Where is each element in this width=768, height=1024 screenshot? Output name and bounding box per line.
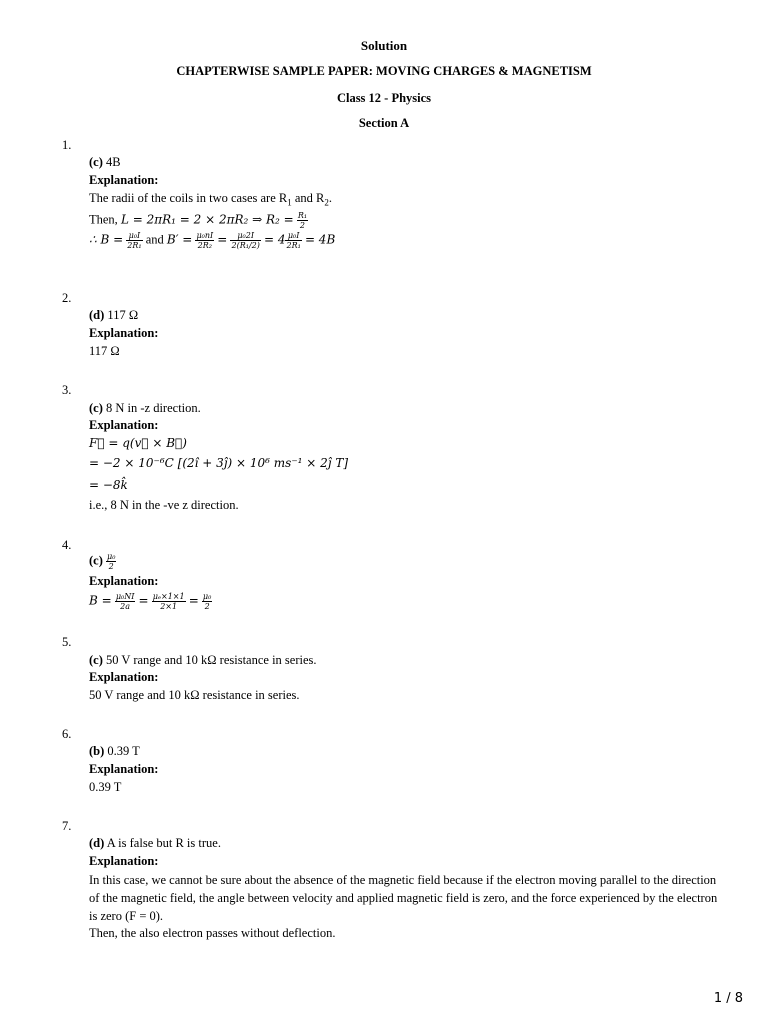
equation: B′ = (166, 232, 193, 247)
question-1-equation-2 (89, 231, 335, 250)
fraction: $\frac{\text{μₑ×1×1}}{2\times 1}$ (152, 592, 185, 611)
question-7-explanation-label: Explanation: (89, 854, 159, 868)
question-3-equation-1: F⃗ = q(v⃗ × B⃗) (89, 436, 187, 450)
text: and (145, 232, 164, 247)
question-2-answer (89, 308, 138, 323)
question-6-explanation-label: Explanation: (89, 762, 159, 776)
fraction: $\frac{\text{R₁}}{2}$ (297, 211, 308, 230)
solution-heading: Solution (360, 38, 408, 53)
question-1-equation-1 (89, 211, 308, 230)
question-4-answer (89, 552, 116, 571)
question-6-number: 6. (62, 727, 72, 741)
equation: = 4 (263, 232, 286, 247)
question-3-explanation-label: Explanation: (89, 418, 159, 432)
question-3-explanation: i.e., 8 N in the -ve z direction. (89, 498, 239, 512)
question-2-number: 2. (62, 291, 72, 305)
equation: = (217, 232, 228, 247)
answer-text: 50 V range and 10 kΩ resistance in series. (106, 653, 317, 667)
question-1-number: 1. (62, 138, 72, 152)
answer-option: (c) (89, 155, 103, 169)
equation: = (188, 593, 199, 608)
subscript: 1 (287, 197, 292, 208)
question-6-answer (89, 744, 140, 759)
class-subject: Class 12 - Physics (336, 91, 432, 105)
answer-option: (c) (89, 653, 103, 667)
fraction: $\frac{\text{μ₀I}}{\text{2R₁}}$ (127, 231, 142, 250)
equation: = 4B (304, 232, 336, 247)
question-5-answer (89, 653, 317, 668)
answer-text: 117 Ω (107, 308, 139, 322)
fraction: $\frac{\text{μ₀2I}}{\text{2(R₁/2)}}$ (231, 231, 260, 250)
text: The radii of the coils in two cases are R (89, 191, 288, 205)
question-4-explanation-label: Explanation: (89, 574, 159, 588)
question-1-answer (89, 155, 121, 170)
answer-text: A is false but R is true. (106, 836, 221, 850)
question-3-answer (89, 401, 201, 416)
question-7-explanation: In this case, we cannot be sure about the absence of the magnetic field because if the electron moving parallel to the direction of the magnetic field, the angle between velocity and applied magnetic field is zero, and the force experienced by the electron is zero (F = 0). (89, 873, 718, 923)
answer-option: (d) (89, 308, 105, 322)
equation: ∴ B = (89, 232, 124, 247)
question-7-answer (89, 836, 221, 851)
question-3-equation-2: = −2 × 10⁻⁶C [(2î + 3ĵ) × 10⁶ ms⁻¹ × 2ĵ T] (89, 456, 349, 470)
section-heading: Section A (358, 116, 410, 130)
answer-fraction: $\frac{\text{μ₀}}{2}$ (107, 552, 116, 571)
answer-text: 4B (106, 155, 121, 169)
question-4-equation (89, 592, 212, 611)
question-5-explanation-label: Explanation: (89, 670, 159, 684)
text: and R (291, 191, 325, 205)
question-2-explanation: 117 Ω (89, 344, 120, 358)
text: Then, (89, 212, 118, 227)
question-7-number: 7. (62, 819, 72, 833)
answer-text: 8 N in -z direction. (106, 401, 201, 415)
fraction: $\frac{\text{μ₀I}}{\text{2R₁}}$ (286, 231, 301, 250)
question-4-number: 4. (62, 538, 72, 552)
text: . (328, 191, 332, 205)
question-5-number: 5. (62, 635, 72, 649)
question-6-explanation: 0.39 T (89, 780, 122, 794)
subscript: 2 (324, 197, 329, 208)
fraction: $\frac{\text{μ₀nI}}{\text{2R₂}}$ (196, 231, 214, 250)
question-1-explanation-label: Explanation: (89, 173, 159, 187)
paper-title: CHAPTERWISE SAMPLE PAPER: MOVING CHARGES & MAGNETISM (176, 64, 592, 78)
answer-option: (b) (89, 744, 105, 758)
equation: B = (89, 593, 112, 608)
answer-option: (d) (89, 836, 105, 850)
answer-text: 0.39 T (107, 744, 140, 758)
question-2-explanation-label: Explanation: (89, 326, 159, 340)
answer-option: (c) (89, 401, 103, 415)
question-3-number: 3. (62, 383, 72, 397)
page-number: 1 / 8 (713, 991, 743, 1006)
question-5-explanation: 50 V range and 10 kΩ resistance in series. (89, 688, 300, 702)
equation: L = 2πR₁ = 2 × 2πR₂ ⇒ R₂ = (120, 212, 294, 227)
fraction: $\frac{\text{μ₀}}{2}$ (202, 592, 212, 611)
fraction: $\frac{\text{μ₀NI}}{2a}$ (115, 592, 135, 611)
question-3-equation-3: = −8k̂ (89, 478, 128, 492)
question-7-explanation-2: Then, the also electron passes without deflection. (89, 926, 336, 940)
equation: = (138, 593, 149, 608)
answer-option: (c) (89, 553, 103, 568)
question-1-explanation-line (89, 191, 332, 208)
